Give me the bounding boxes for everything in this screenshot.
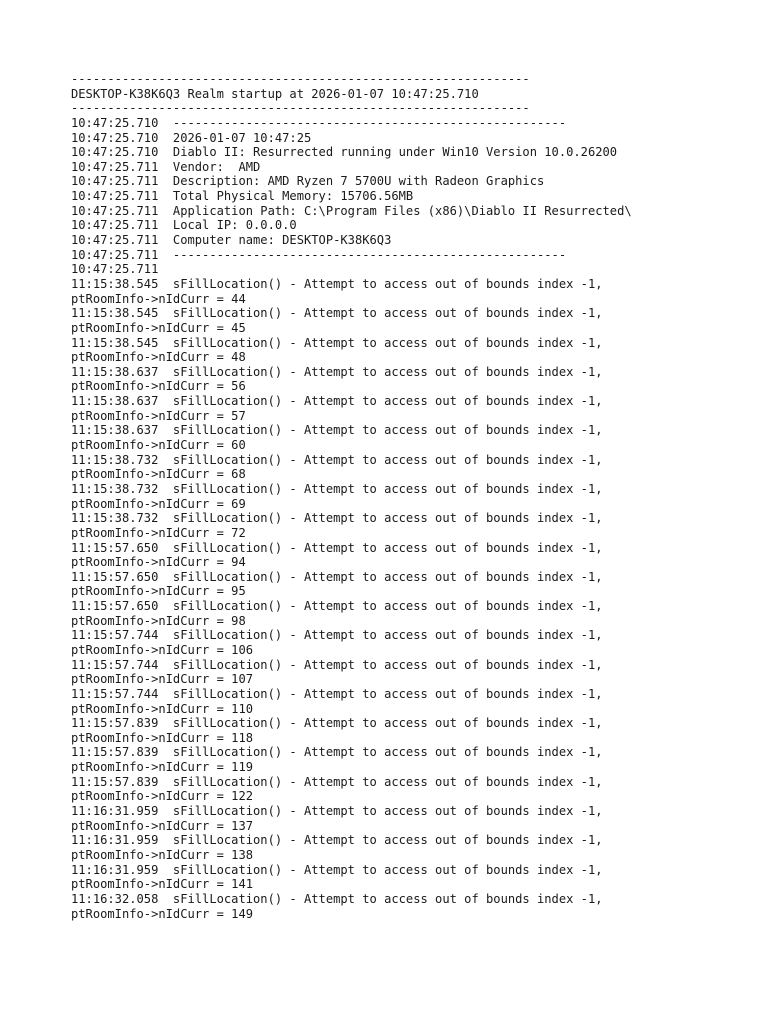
log-line: 10:47:25.711 Total Physical Memory: 15706.56MB <box>71 189 414 204</box>
log-line: ptRoomInfo->nIdCurr = 68 <box>71 467 246 482</box>
log-line: 11:15:38.545 sFillLocation() - Attempt to access out of bounds index -1, <box>71 335 603 350</box>
log-line: 10:47:25.710 2026-01-07 10:47:25 <box>71 130 312 145</box>
log-line: ptRoomInfo->nIdCurr = 45 <box>71 320 246 335</box>
log-line: ptRoomInfo->nIdCurr = 106 <box>71 642 254 657</box>
log-line: 11:15:38.545 sFillLocation() - Attempt to access out of bounds index -1, <box>71 306 603 321</box>
log-line: ptRoomInfo->nIdCurr = 107 <box>71 672 254 687</box>
log-line: 11:15:38.637 sFillLocation() - Attempt to access out of bounds index -1, <box>71 394 603 409</box>
log-line: ptRoomInfo->nIdCurr = 137 <box>71 818 254 833</box>
log-line: 10:47:25.711 Vendor: AMD <box>71 159 261 174</box>
log-line: ptRoomInfo->nIdCurr = 72 <box>71 525 246 540</box>
log-line: ptRoomInfo->nIdCurr = 94 <box>71 555 246 570</box>
log-line: DESKTOP-K38K6Q3 Realm startup at 2026-01-07 10:47:25.710 <box>71 86 479 101</box>
log-line: ptRoomInfo->nIdCurr = 48 <box>71 350 246 365</box>
log-line: 10:47:25.711 Application Path: C:\Program Files (x86)\Diablo II Resurrected\ <box>71 203 632 218</box>
log-line: 11:15:38.732 sFillLocation() - Attempt to access out of bounds index -1, <box>71 511 603 526</box>
log-line: 11:15:57.650 sFillLocation() - Attempt to access out of bounds index -1, <box>71 540 603 555</box>
log-line: ptRoomInfo->nIdCurr = 141 <box>71 877 254 892</box>
log-line: 11:15:57.839 sFillLocation() - Attempt to access out of bounds index -1, <box>71 774 603 789</box>
log-line: ptRoomInfo->nIdCurr = 138 <box>71 847 254 862</box>
log-line: ptRoomInfo->nIdCurr = 122 <box>71 789 254 804</box>
log-line: 11:16:31.959 sFillLocation() - Attempt to access out of bounds index -1, <box>71 833 603 848</box>
log-line: ptRoomInfo->nIdCurr = 95 <box>71 584 246 599</box>
log-line: 10:47:25.711 Description: AMD Ryzen 7 5700U with Radeon Graphics <box>71 174 545 189</box>
log-line: ptRoomInfo->nIdCurr = 110 <box>71 701 254 716</box>
log-line: ptRoomInfo->nIdCurr = 149 <box>71 906 254 921</box>
log-line: 11:15:57.839 sFillLocation() - Attempt to access out of bounds index -1, <box>71 716 603 731</box>
log-line: --------------------------------------------------------------- <box>71 72 530 86</box>
log-line: 11:15:57.744 sFillLocation() - Attempt to access out of bounds index -1, <box>71 657 603 672</box>
log-line: ptRoomInfo->nIdCurr = 119 <box>71 760 254 775</box>
log-line: ptRoomInfo->nIdCurr = 98 <box>71 613 246 628</box>
log-line: 11:16:31.959 sFillLocation() - Attempt to access out of bounds index -1, <box>71 862 603 877</box>
log-line: 11:15:57.744 sFillLocation() - Attempt to access out of bounds index -1, <box>71 686 603 701</box>
log-document <box>71 72 761 921</box>
log-line: 11:15:57.839 sFillLocation() - Attempt to access out of bounds index -1, <box>71 745 603 760</box>
log-line: 11:15:38.545 sFillLocation() - Attempt to access out of bounds index -1, <box>71 276 603 291</box>
log-line: 11:15:57.650 sFillLocation() - Attempt to access out of bounds index -1, <box>71 569 603 584</box>
log-line: ptRoomInfo->nIdCurr = 56 <box>71 379 246 394</box>
log-line: 10:47:25.710 ------------------------------------------------------ <box>71 115 567 130</box>
log-line: 11:15:57.744 sFillLocation() - Attempt to access out of bounds index -1, <box>71 628 603 643</box>
log-line: ptRoomInfo->nIdCurr = 60 <box>71 438 246 453</box>
log-line: 11:15:57.650 sFillLocation() - Attempt to access out of bounds index -1, <box>71 599 603 614</box>
log-line: 11:15:38.732 sFillLocation() - Attempt to access out of bounds index -1, <box>71 481 603 496</box>
log-line: ptRoomInfo->nIdCurr = 57 <box>71 408 246 423</box>
log-line: ptRoomInfo->nIdCurr = 118 <box>71 730 254 745</box>
log-line: 10:47:25.711 Computer name: DESKTOP-K38K6Q3 <box>71 233 392 248</box>
log-line: 11:15:38.732 sFillLocation() - Attempt to access out of bounds index -1, <box>71 452 603 467</box>
log-line: 10:47:25.710 Diablo II: Resurrected running under Win10 Version 10.0.26200 <box>71 145 618 160</box>
log-line: 11:16:31.959 sFillLocation() - Attempt to access out of bounds index -1, <box>71 804 603 819</box>
log-line: 11:16:32.058 sFillLocation() - Attempt to access out of bounds index -1, <box>71 891 603 906</box>
log-line: 11:15:38.637 sFillLocation() - Attempt to access out of bounds index -1, <box>71 364 603 379</box>
log-line: 11:15:38.637 sFillLocation() - Attempt to access out of bounds index -1, <box>71 423 603 438</box>
log-line: --------------------------------------------------------------- <box>71 101 530 116</box>
log-line: 10:47:25.711 ------------------------------------------------------ <box>71 247 567 262</box>
log-line: ptRoomInfo->nIdCurr = 69 <box>71 496 246 511</box>
log-line: 10:47:25.711 <box>71 262 159 277</box>
log-line: 10:47:25.711 Local IP: 0.0.0.0 <box>71 218 297 233</box>
log-line: ptRoomInfo->nIdCurr = 44 <box>71 291 246 306</box>
